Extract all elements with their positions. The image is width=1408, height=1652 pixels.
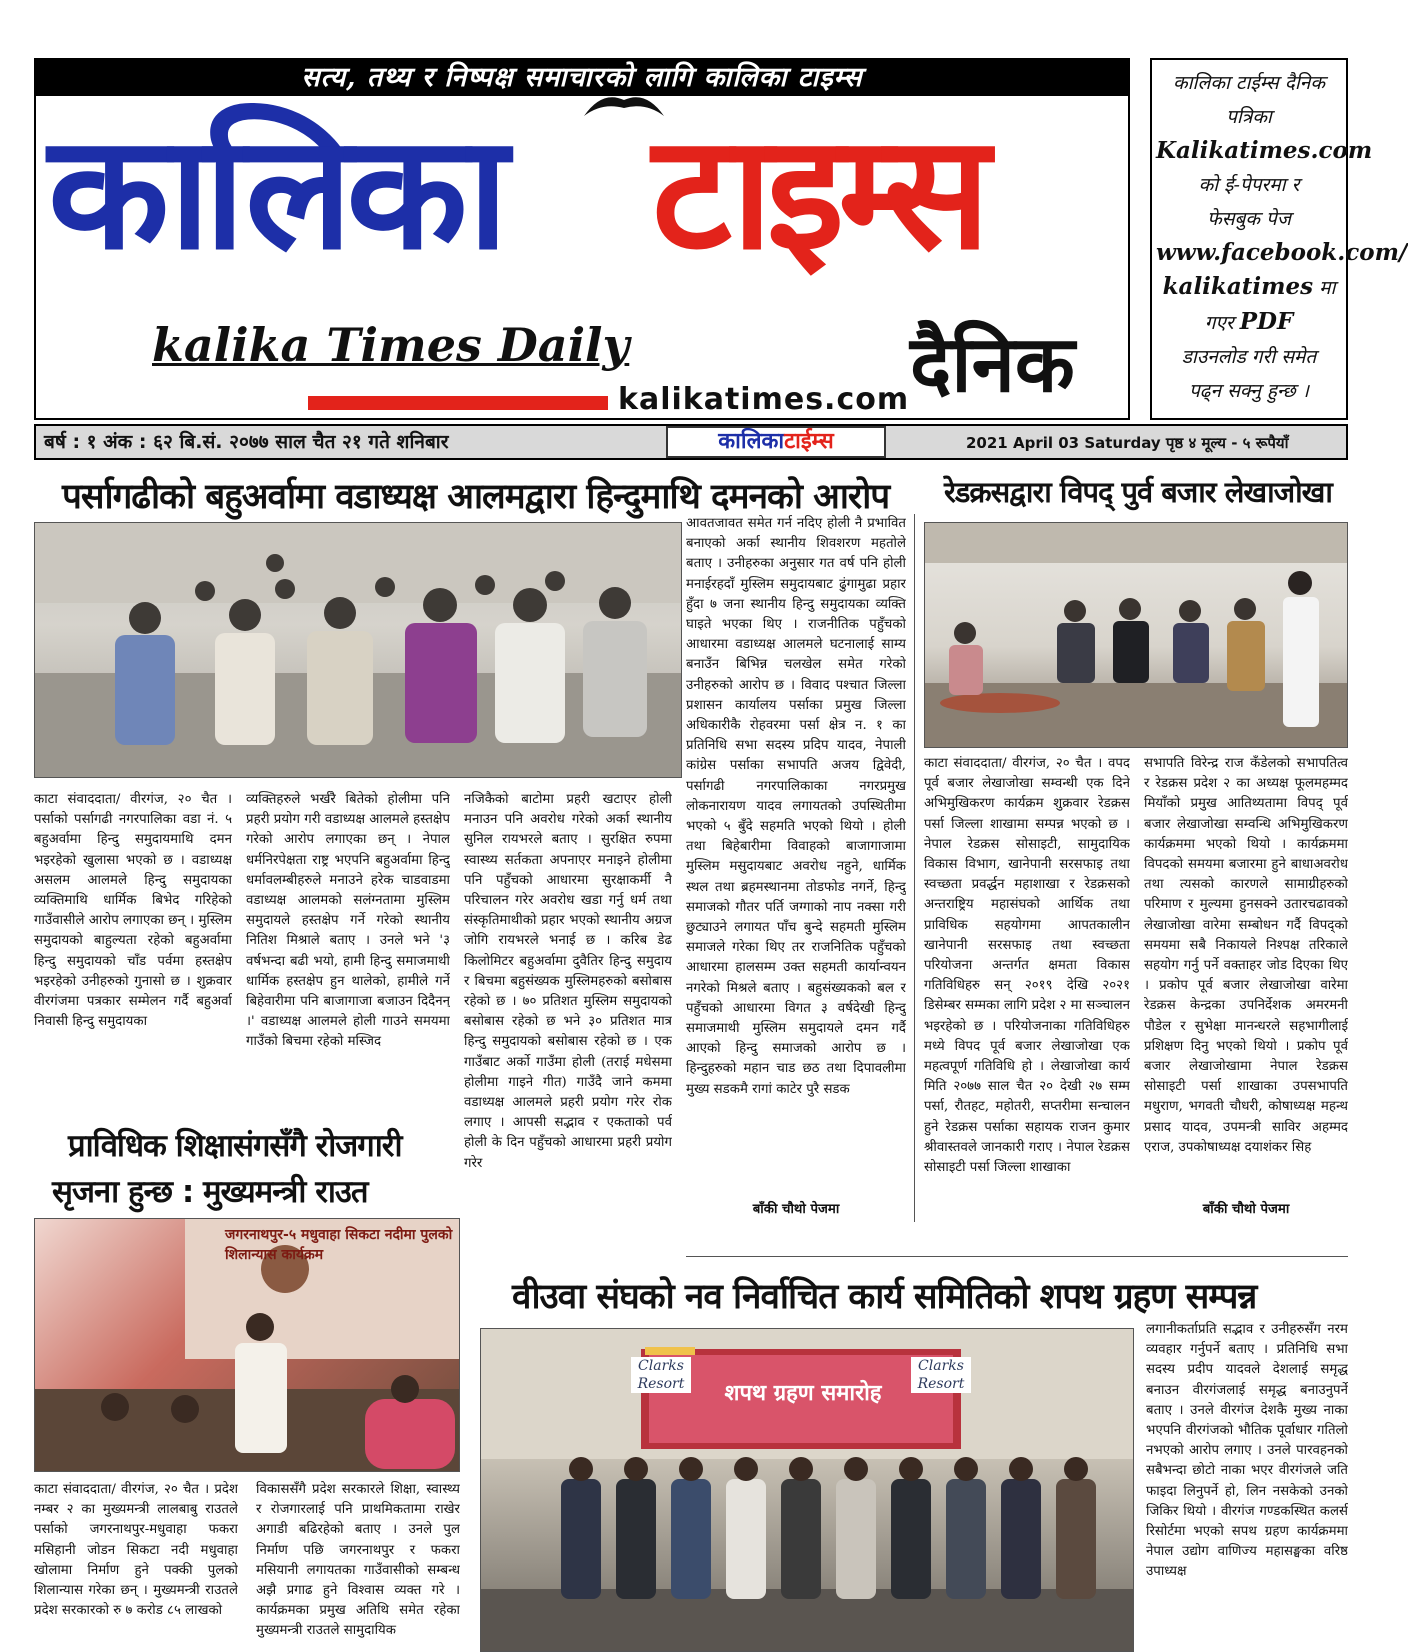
- story1-column-2: व्यक्तिहरुले भर्खरै बितेको होलीमा पनि प्रहरी प्रयोग गरी वडाध्यक्ष आलमले हस्तक्षेप गरेको आरोप लगाएका छन् । नेपाल धर्मनिरपेक्षता राष्ट्र भएपनि बहुअर्वामा हिन्दु धर्मावलम्बीहरुले मनाउने हरेक चाडवाडमा वडाध्यक्ष आलमको सलंग्नतामा मुस्लिम समुदायले हस्तक्षेप गर्ने गरेको स्थानीय नितिश मिश्राले बताए । उनले भने '३ वर्षभन्दा बढी भयो, हामी हिन्दु समाजमाथी धार्मिक हस्तक्षेप हुन थालेको, हामीले गर्ने बिहेवारीमा पनि बाजागाजा बजाउन दिदैनन् ।' वडाध्यक्ष आलमले होली गाउने समयमा गाउँको बिचमा रहेको मस्जिद: [246, 792, 450, 1050]
- promo-facebook-link[interactable]: www.facebook.com/: [1156, 239, 1408, 266]
- english-name: kalika Times Daily: [152, 318, 630, 372]
- story1-continued[interactable]: बाँकी चौथो पेजमा: [752, 1202, 840, 1217]
- story3-headline-line1: प्राविधिक शिक्षासंगसँगै रोजगारी: [68, 1128, 402, 1164]
- promo-line: पत्रिका: [1226, 106, 1272, 128]
- promo-pdf: PDF: [1239, 308, 1294, 335]
- story4-banner-text: शपथ ग्रहण समारोह: [724, 1381, 882, 1406]
- story1-photo: [34, 522, 682, 778]
- promo-line: गएर: [1204, 312, 1234, 334]
- epaper-promo-box: [1150, 58, 1408, 420]
- section-divider: [686, 1256, 1348, 1257]
- story1-column-1: काटा संवाददाता/ वीरगंज, २० चैत । पर्साको पर्सागढी नगरपालिका वडा नं. ५ बहुअर्वामा हिन्दु समुदायमाथि दमन भइरहेको खुलासा भएको छ । वडाध्यक्ष असलम आलमले हिन्दु समुदायका व्यक्तिमाथि धार्मिक बिभेद गरिहेको गाउँवासीले आरोप लगाएका छन् । मुस्लिम समुदायको बाहुल्यता रहेको बहुअर्वामा हिन्दु समुदायको चाँड पर्वमा हस्तक्षेप भइरहेको उनीहरुको गुनासो छ । शुक्रवार वीरगंजमा पत्रकार सम्मेलन गर्दै बहुअर्वा निवासी हिन्दु समुदायका: [34, 792, 232, 1030]
- story3-banner-text: जगरनाथपुर-५ मधुवाहा सिकटा नदीमा पुलको शिलान्यास कार्यक्रम: [225, 1227, 453, 1263]
- badge-red: टाईम्स: [784, 429, 834, 454]
- column-divider: [914, 514, 915, 1222]
- story4-headline: वीउवा संघको नव निर्वाचित कार्य समितिको शपथ ग्रहण सम्पन्न: [512, 1277, 1257, 1317]
- promo-line: कालिका टाईम्स दैनिक: [1173, 72, 1325, 94]
- website-link[interactable]: kalikatimes.com: [618, 382, 910, 417]
- story1-headline: पर्सागढीको बहुअर्वामा वडाध्यक्ष आलमद्वारा हिन्दुमाथि दमनको आरोप: [62, 477, 890, 517]
- story4-column-1: लगानीकर्ताप्रति सद्भाव र उनीहरुसँग नरम व्यवहार गर्नुपर्ने बताए । प्रतिनिधि सभा सदस्य प्रदीप यादवले देशलाई समृद्ध बनाउन वीरगंजलाई समृद्ध बनाउनुपर्ने बताए । उनले वीरगंज देशकै मुख्य नाका भएपनि वीरगंजको भौतिक पूर्वाधार गतिलो नभएको आरोप लगाए । उनले पारवहनको सबैभन्दा छोटो नाका भएर वीरगंजले जति फाइदा लिनुपर्ने हो, लिन नसकेको उनको जिकिर थियो । वीरगंज गण्डकस्थित कलर्स रिसोर्टमा भएको सपथ ग्रहण कार्यक्रममा नेपाल उद्योग वाणिज्य महासङ्घका वरिष्ठ उपाध्यक्ष: [1146, 1322, 1348, 1580]
- promo-site-link[interactable]: Kalikatimes.com: [1156, 137, 1373, 164]
- story2-column-2: सभापति विरेन्द्र राज कँडेलको सभापतित्व र रेडक्रस प्रदेश २ का अध्यक्ष फूलमहम्मद मियाँको प्रमुख आतिथ्यतामा विपद् पूर्व बजार लेखाजोखा सम्वन्धि अभिमुखिकरण कार्यक्रममा भएको थियो । कार्यक्रममा विपदको समयमा बजारमा हुने बाधाअवरोध तथा त्यसको कारणले सामाग्रीहरुको परिमाण र मुल्यमा हुनसक्ने उतारचढावको लेखाजोखा वारेमा सम्बोधन गर्दै विपद्को समयमा सबै निकायले निश्पक्ष तरिकाले सहयोग गर्नु पर्ने वक्ताहर जोड दिएका थिए । प्रकोप पूर्व बजार लेखाजोखा वारेमा रेडक्रस केन्द्रका उपनिर्देशक अमरमनी पौडेल र सुभेक्षा मानन्धरले सहभागीलाई प्रशिक्षण दिनु भएको थियो । प्रकोप पूर्व बजार लेखाजोखामा नेपाल रेडक्रस सोसाइटी पर्सा शाखाका उपसभापति मधुराण, भगवती चौधरी, कोषाध्यक्ष महन्थ प्रसाद यादव, उपमन्त्री साविर अहम्मद एराज, उपकोषाध्यक्ष दयाशंकर सिह: [1144, 756, 1348, 1155]
- logo-kalika: कालिका: [48, 100, 503, 285]
- story2-column-1: काटा संवाददाता/ वीरगंज, २० चैत । वपद पूर्व बजार लेखाजोखा सम्वन्धी एक दिने अभिमुखिकरण कार्यक्रम शुक्रवार रेडक्रस पर्सा जिल्ला शाखामा सम्पन्न भएको छ । नेपाल रेडक्रस सोसाइटी, सामुदायिक विकास विभाग, खानेपानी सरसफाइ तथा स्वच्छता प्रवर्द्धन महाशाखा र रेडक्रसको अन्तराष्ट्रिय महासंघको आर्थिक तथा प्राविधिक सहयोगमा आपतकालीन खानेपानी सरसफाइ तथा स्वच्छता परियोजना अन्तर्गत क्षमता विकास गतिविधिहरु सन् २०१९ देखि २०२१ डिसेम्बर सम्मका लागि प्रदेश २ मा सञ्चालन भइरहेको छ । परियोजनाका गतिविधिहरु मध्ये विपद पूर्व बजार लेखाजोखा एक महत्वपूर्ण गतिविधि हो । लेखाजोखा कार्य मिति २०७७ साल चैत २० देखी २७ सम्म पर्सा, रौतहट, महोतरी, सप्तरीमा सन्चालन हुने रेडक्रस पर्साका सहायक राजन कुमार श्रीवास्तवले जानकारी गराए । नेपाल रेडक्रस सोसाइटी पर्सा जिल्ला शाखाका: [924, 756, 1130, 1176]
- story2-headline: रेडक्रसद्वारा विपद् पुर्व बजार लेखाजोखा: [944, 475, 1332, 509]
- daily-label: दैनिक: [910, 319, 1075, 410]
- issue-date-price: 2021 April 03 Saturday पृष्ठ ४ मूल्य - ५ रूपैयाँ: [966, 434, 1289, 452]
- story4-photo: [480, 1328, 1134, 1652]
- promo-line: फेसबुक पेज: [1207, 208, 1291, 230]
- story3-column-2: विकाससँगै प्रदेश सरकारले शिक्षा, स्वास्थ्य र रोजगारलाई पनि प्राथमिकतामा राखेर अगाडी बढिरहेको बताए । उनले पुल निर्माण पछि जगरनाथपुर र फकरा मसियानी लगायतका गाउँवासीको सम्बन्ध अझै प्रगाढ हुने विश्वास व्यक्त गरे । कार्यक्रमका प्रमुख अतिथि समेत रहेका मुख्यमन्त्री राउतले सामुदायिक: [256, 1482, 460, 1639]
- resort-sign-left: Clarks Resort: [631, 1357, 691, 1393]
- promo-line: डाउनलोड गरी समेत: [1181, 346, 1317, 368]
- red-accent-bar: [308, 396, 608, 410]
- story3-headline-line2: सृजना हुन्छ : मुख्यमन्त्री राउत: [52, 1174, 368, 1210]
- story3-photo: [34, 1218, 460, 1472]
- story2-photo: [924, 522, 1348, 748]
- promo-line: पढ्न सक्नु हुन्छ ।: [1189, 380, 1309, 402]
- story1-column-3: नजिकैको बाटोमा प्रहरी खटाएर होली मनाउन पनि अवरोध गरेको अर्का स्थानीय सुनिल रायभरले बताए । सुरक्षित रुपमा स्वास्थ्य सर्तकता अपनाएर मनाइने होलीमा पनि पहुँचको आधारमा सुरक्षाकर्मी नै परिचालन गरेर अवरोध खडा गर्नु धर्म तथा संस्कृतिमाथीको प्रहार भएको स्थानीय अग्रज जोगि रायभरले भनाई छ । करिब डेढ किलोमिटर बहुअर्वामा दुवैतिर हिन्दु समुदाय र बिचमा बहुसंख्यक मुस्लिमहरुको बसोबास रहेको छ । ७० प्रतिशत मुस्लिम समुदायको बसोबास रहेको छ भने ३० प्रतिशत मात्र हिन्दु समुदायको बसोबास रहेको छ । एक गाउँबाट अर्को गाउँमा होली (तराई मधेसमा होलीमा गाइने गीत) गाउँदै जाने कममा वडाध्यक्ष आलमले प्रहरी प्रयोग गरेर रोक लगाए । आपसी सद्भाव र एकताको पर्व होली के दिन पहुँचको आधारमा प्रहरी प्रयोग गरेर: [464, 792, 672, 1171]
- issue-number-date: बर्ष : १ अंक : ६२ बि.सं. २०७७ साल चैत २१ गते शनिबार: [44, 431, 449, 453]
- badge-blue: कालिका: [718, 429, 785, 454]
- masthead-badge: [666, 426, 886, 458]
- promo-line: को ई-पेपरमा र: [1198, 174, 1300, 196]
- promo-line: मा: [1319, 277, 1336, 299]
- masthead-tagline: सत्य, तथ्य र निष्पक्ष समाचारको लागि कालिका टाइम्स: [36, 60, 1128, 96]
- story3-column-1: काटा संवाददाता/ वीरगंज, २० चैत । प्रदेश नम्बर २ का मुख्यमन्त्री लालबाबु राउतले पर्साको जगरनाथपुर-मधुवाहा फकरा मसिहानी जोडन सिकटा नदी मधुवाहा खोलामा निर्माण हुने पक्की पुलको शिलान्यास गरेका छन् । मुख्यमन्त्री राउतले प्रदेश सरकारको रु ७ करोड ८५ लाखको: [34, 1482, 238, 1619]
- promo-facebook-handle[interactable]: kalikatimes: [1162, 273, 1314, 300]
- story2-continued[interactable]: बाँकी चौथो पेजमा: [1202, 1202, 1290, 1217]
- story1-column-4: आवतजावत समेत गर्न नदिए होली नै प्रभावित बनाएको अर्का स्थानीय शिवशरण महतोले बताए । उनीहरुका अनुसार गत वर्ष पनि होली मनाईरहदाँ मुस्लिम समुदायबाट ढुंगामुढा प्रहार हुँदा ७ जना स्थानीय हिन्दु समुदायका व्यक्ति घाइते भएका थिए । राजनीतिक पहुँचको आधारमा वडाध्यक्ष आलमले घटनालाई साम्य बनाउँन बिभिन्न चलखेल समेत गरेको उनीहरुको आरोप छ । विवाद पश्चात जिल्ला प्रशासन कार्यालय पर्साका प्रमुख जिल्ला अधिकारीकै रोहवरमा पर्सा क्षेत्र न. १ का प्रतिनिधि सभा सदस्य प्रदिप यादव, नेपाली कांग्रेस पर्साका सभापति अजय द्विवेदी, पर्सागढी नगरपालिकाका नगरप्रमुख लोकनारायण यादव लगायतको उपस्थितीमा भएको ५ बुँदे सहमति भएको थियो । होली तथा बिहेबारीमा विवाहको बाजागाजामा मुस्लिम मसुदायबाट अवरोध नहुने, धार्मिक स्थल तथा ब्रहमस्थानमा तोडफोड नगर्ने, हिन्दु समाजको गौतर पर्ति जग्गाको नाप नक्सा गरी छुट्याउने लगायत पाँच बुन्दे सहमती मुस्लिम समाजले गरेका थिए तर राजनितिक पहुँचको आधारमा हालसम्म उक्त सहमती कार्यान्वयन नगरेको मिश्रले बताए । बहुसंख्यकको बल र पहुँचको आधारमा विगत ३ वर्षदेखी हिन्दु समाजमाथी मुस्लिम समुदायले दमन गर्दै आएको हिन्दु समाजको आरोप छ । हिन्दुहरुको महान चाड छठ तथा दिपावलीमा मुख्य सडकमै रागां काटेर पुरै सडक: [686, 516, 906, 1097]
- logo-times: टाइम्स: [652, 100, 985, 285]
- resort-sign-right: Clarks Resort: [911, 1357, 971, 1393]
